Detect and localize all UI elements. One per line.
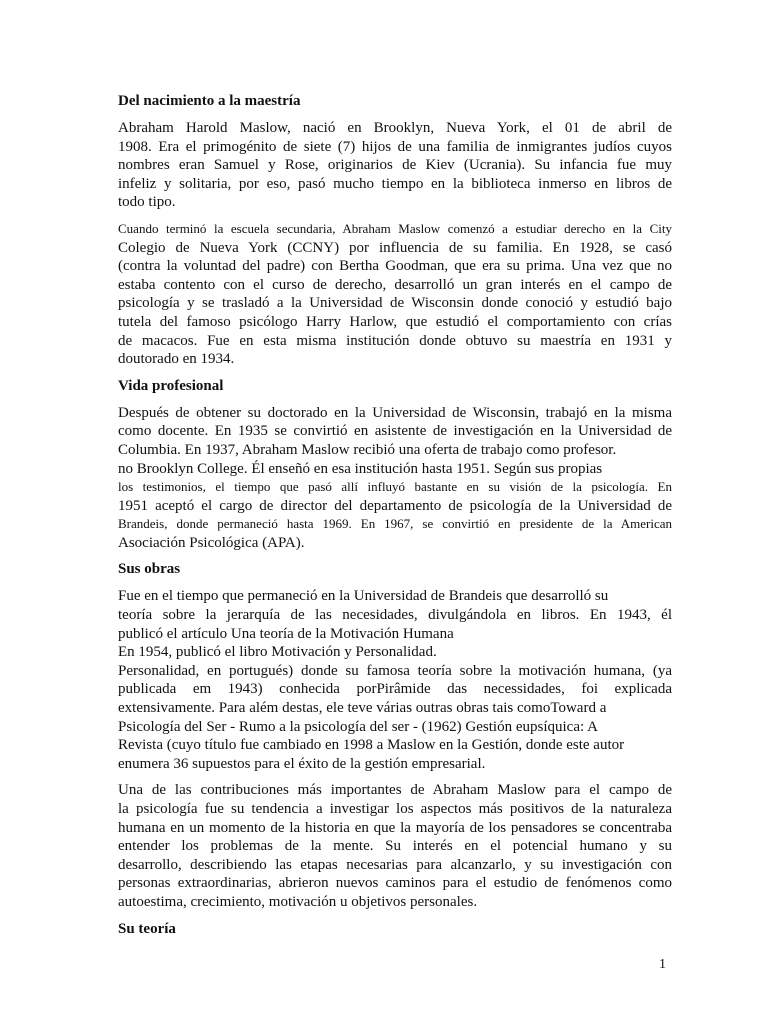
text-line: personas extraordinarias, abrieron nuevos caminos para el estudio de fenómenos como: [118, 875, 672, 892]
text-line: estaba contento con el curso de derecho, desarrolló un gran interés en el campo de: [118, 276, 672, 293]
page-number: 1: [659, 957, 666, 972]
text-line: como docente. En 1935 se convirtió en asistente de investigación en la Universidad de: [118, 423, 672, 440]
text-line: (contra la voluntad del padre) con Bertha Goodman, que era su prima. Una vez que no: [118, 258, 672, 275]
text-line: publicó el artículo Una teoría de la Motivación Humana: [118, 625, 454, 642]
text-line: Brandeis, donde permaneció hasta 1969. En 1967, se convirtió en presidente de la American: [118, 516, 672, 532]
text-line: los testimonios, el tiempo que pasó allí influyó bastante en su visión de la psicología. En: [118, 479, 672, 495]
paragraph-career: [118, 404, 672, 553]
section-heading-theory: Su teoría: [118, 920, 176, 937]
text-line: doutorado en 1934.: [118, 351, 235, 368]
text-line: todo tipo.: [118, 194, 176, 211]
text-line: 1908. Era el primogénito de siete (7) hijos de una familia de inmigrantes judíos cuyos: [118, 138, 672, 155]
text-line: no Brooklyn College. Él enseñó en esa institución hasta 1951. Según sus propias: [118, 460, 603, 477]
text-line: autoestima, crecimiento, motivación u objetivos personales.: [118, 893, 478, 910]
text-line: entender los problemas de la mente. Su interés en el potencial humano y su: [118, 838, 672, 855]
text-line: Columbia. En 1937, Abraham Maslow recibió una oferta de trabajo como profesor.: [118, 441, 617, 458]
text-line: Una de las contribuciones más importantes de Abraham Maslow para el campo de: [118, 782, 672, 799]
section-heading-professional-life: Vida profesional: [118, 377, 224, 394]
text-line: Revista (cuyo título fue cambiado en 1998 a Maslow en la Gestión, donde este autor: [118, 737, 625, 754]
paragraph-contributions: [118, 781, 672, 911]
text-line: extensivamente. Para além destas, ele teve várias outras obras tais comoToward a: [118, 700, 607, 717]
text-line: la psicología fue su tendencia a investigar los aspectos más positivos de la naturaleza: [118, 801, 672, 817]
text-line: nombres eran Samuel y Rose, originarios de Kiev (Ucrania). Su infancia fue muy: [118, 157, 672, 174]
text-line: En 1954, publicó el libro Motivación y Personalidad.: [118, 644, 437, 661]
paragraph-works: [118, 587, 672, 773]
paragraph-education: [118, 220, 672, 369]
text-line: Después de obtener su doctorado en la Universidad de Wisconsin, trabajó en la misma: [118, 404, 672, 421]
text-line: Asociación Psicológica (APA).: [118, 534, 305, 551]
text-line: 1951 aceptó el cargo de director del departamento de psicología de la Universidad de: [118, 497, 672, 514]
section-heading-birth-to-masters: Del nacimiento a la maestría: [118, 93, 301, 109]
text-line: Abraham Harold Maslow, nació en Brooklyn, Nueva York, el 01 de abril de: [118, 120, 672, 136]
text-line: tutela del famoso psicólogo Harry Harlow, que estudió el comportamiento con crías: [118, 313, 672, 330]
section-heading-works: Sus obras: [118, 561, 181, 578]
text-line: Cuando terminó la escuela secundaria, Abraham Maslow comenzó a estudiar derecho en la City: [118, 220, 672, 236]
paragraph-early-life: [118, 119, 672, 212]
text-line: desarrollo, describiendo las etapas necesarias para alcanzarlo, y su investigación con: [118, 856, 672, 873]
text-line: enumera 36 supuestos para el éxito de la gestión empresarial.: [118, 755, 486, 772]
text-line: Psicología del Ser - Rumo a la psicología del ser - (1962) Gestión eupsíquica: A: [118, 718, 598, 735]
document-body: [118, 92, 672, 947]
text-line: publicada em 1943) conhecida porPirâmide das necessidades, foi explicada: [118, 681, 672, 698]
text-line: psicología y se trasladó a la Universidad de Wisconsin donde conoció y estudió bajo: [118, 295, 672, 312]
text-line: Colegio de Nueva York (CCNY) por influencia de su familia. En 1928, se casó: [118, 239, 672, 256]
text-line: humana en un momento de la historia en que la mayoría de los pensadores se concentraba: [118, 819, 672, 836]
text-line: infeliz y solitaria, por eso, pasó mucho tiempo en la biblioteca inmerso en libros de: [118, 175, 672, 192]
text-line: de macacos. Fue en esta misma institución donde obtuvo su maestría en 1931 y: [118, 332, 672, 349]
text-line: teoría sobre la jerarquía de las necesidades, divulgándola en libros. En 1943, él: [118, 607, 672, 624]
text-line: Fue en el tiempo que permaneció en la Universidad de Brandeis que desarrolló su: [118, 588, 609, 605]
text-line: Personalidad, en portugués) donde su famosa teoría sobre la motivación humana, (ya: [118, 662, 672, 679]
